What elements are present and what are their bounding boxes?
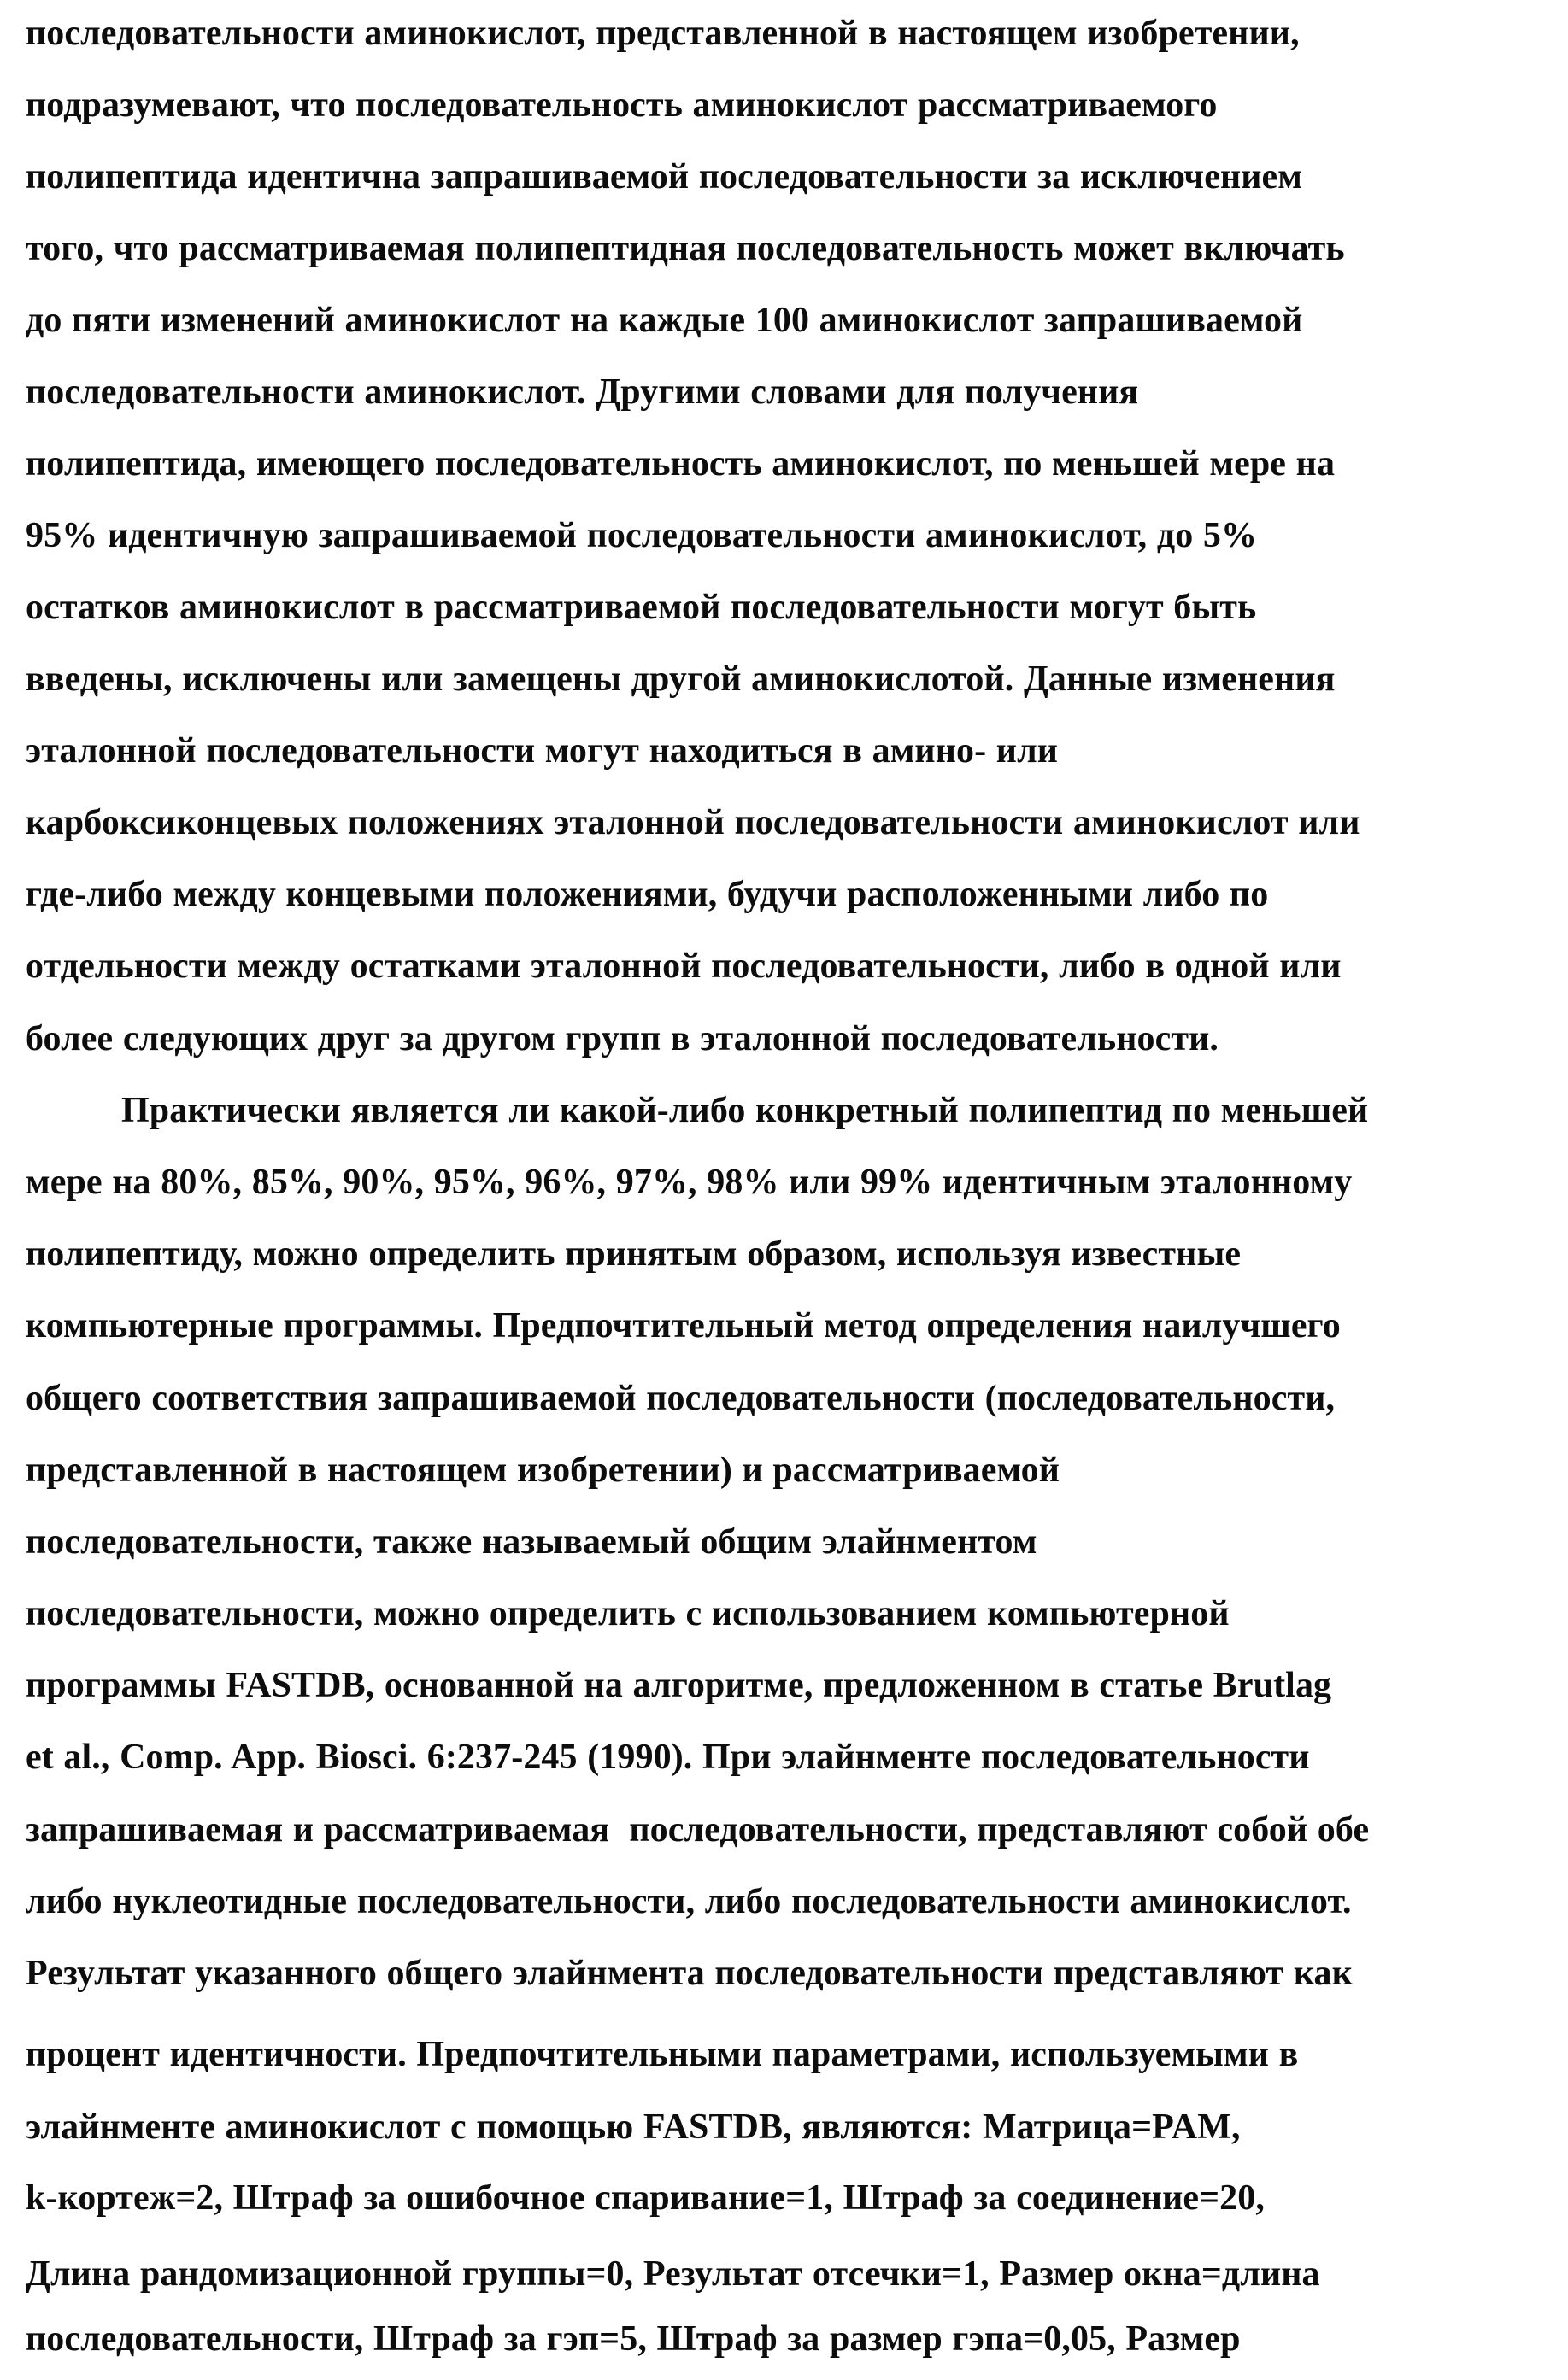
text-line: процент идентичности. Предпочтительными параметрами, используемыми в [26,2035,1299,2074]
text-line: подразумевают, что последовательность аминокислот рассматриваемого [26,85,1218,125]
text-line: отдельности между остатками эталонной последовательности, либо в одной или [26,947,1342,986]
text-line: введены, исключены или замещены другой аминокислотой. Данные изменения [26,659,1336,699]
text-line: где-либо между концевыми положениями, будучи расположенными либо по [26,875,1269,914]
text-line: элайнменте аминокислот с помощью FASTDB, являются: Матрица=PAM, [26,2107,1241,2147]
text-line: последовательности аминокислот, представленной в настоящем изобретении, [26,14,1300,53]
text-line: более следующих друг за другом групп в эталонной последовательности. [26,1019,1219,1058]
text-line: либо нуклеотидные последовательности, либо последовательности аминокислот. [26,1882,1352,1921]
text-line: полипептида, имеющего последовательность аминокислот, по меньшей мере на [26,444,1336,484]
paragraph-first-line: Практически является ли какой-либо конкретный полипептид по меньшей [121,1091,1369,1130]
text-line: мере на 80%, 85%, 90%, 95%, 96%, 97%, 98% или 99% идентичным эталонному [26,1163,1353,1202]
text-line: последовательности, также называемый общим элайнментом [26,1522,1037,1562]
text-line: последовательности, можно определить с использованием компьютерной [26,1594,1230,1633]
text-line: запрашиваемая и рассматриваемая последовательности, представляют собой обе [26,1810,1370,1849]
text-line: полипептида идентична запрашиваемой последовательности за исключением [26,157,1302,196]
text-line: Результат указанного общего элайнмента последовательности представляют как [26,1954,1353,1993]
text-line: последовательности аминокислот. Другими словами для получения [26,372,1139,412]
text-line: общего соответствия запрашиваемой последовательности (последовательности, [26,1379,1336,1418]
text-line: остатков аминокислот в рассматриваемой последовательности могут быть [26,588,1257,627]
text-line: k-кортеж=2, Штраф за ошибочное спаривание=1, Штраф за соединение=20, [26,2178,1265,2218]
text-line: программы FASTDB, основанной на алгоритме, предложенном в статье Brutlag [26,1666,1332,1705]
text-line: et al., Comp. App. Biosci. 6:237-245 (1990). При элайнменте последовательности [26,1738,1310,1777]
text-line: карбоксиконцевых положениях эталонной последовательности аминокислот или [26,803,1360,842]
text-line: эталонной последовательности могут находиться в амино- или [26,731,1059,771]
text-line: Длина рандомизационной группы=0, Результат отсечки=1, Размер окна=длина [26,2254,1320,2294]
text-line: полипептиду, можно определить принятым образом, используя известные [26,1234,1242,1274]
text-line: до пяти изменений аминокислот на каждые 100 аминокислот запрашиваемой [26,301,1303,340]
text-line: компьютерные программы. Предпочтительный метод определения наилучшего [26,1306,1341,1345]
text-line: представленной в настоящем изобретении) и рассматриваемой [26,1451,1060,1490]
text-line: того, что рассматриваемая полипептидная последовательность может включать [26,229,1345,268]
text-line: последовательности, Штраф за гэп=5, Штраф за размер гэпа=0,05, Размер [26,2319,1241,2359]
text-line: 95% идентичную запрашиваемой последовательности аминокислот, до 5% [26,516,1258,555]
